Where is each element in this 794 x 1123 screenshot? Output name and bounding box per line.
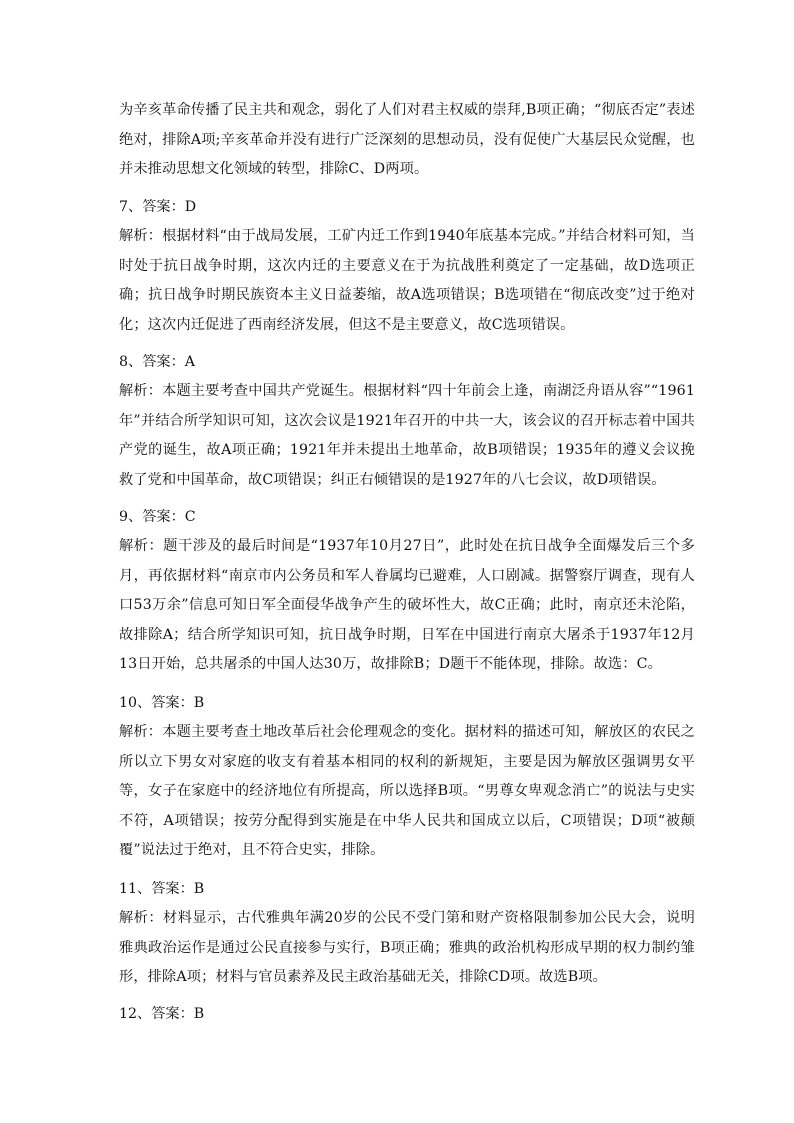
explanation-7: 解析：根据材料“由于战局发展，工矿内迁工作到1940年底基本完成。”并结合材料可知，当时处于抗日战争时期，这次内迁的主要意义在于为抗战胜利奠定了一定基础，故D选项正确；抗日战争时期民族资本主义日益萎缩，故A选项错误；B选项错在“彻底改变”过于绝对化；这次内迁促进了西南经济发展，但这不是主要意义，故C选项错误。 [119,228,695,333]
explanation-8: 解析：本题主要考查中国共产党诞生。根据材料“四十年前会上逢，南湖泛舟语从容”“1961年”并结合所学知识可知，这次会议是1921年召开的中共一大，该会议的召开标志着中国共产党的诞生，故A项正确；1921年并未提出土地革命，故B项错误；1935年的遵义会议挽救了党和中国革命，故C项错误；纠正右倾错误的是1927年的八七会议，故D项错误。 [119,383,695,488]
answer-7: 7、答案：D [119,199,197,215]
explanation-11: 解析：材料显示，古代雅典年满20岁的公民不受门第和财产资格限制参加公民大会，说明雅典政治运作是通过公民直接参与实行，B项正确；雅典的政治机构形成早期的权力制约雏形，排除A项；材料与官员素养及民主政治基础无关，排除CD项。故选B项。 [119,910,695,986]
answer-10: 10、答案：B [119,695,205,711]
answer-12: 12、答案：B [119,1006,205,1022]
answer-8: 8、答案：A [119,354,196,370]
answer-9: 9、答案：C [119,509,196,525]
explanation-6-continued: 为辛亥革命传播了民主共和观念，弱化了人们对君主权威的崇拜,B项正确；“彻底否定”表述绝对，排除A项;辛亥革命并没有进行广泛深刻的思想动员，没有促使广大基层民众觉醒，也并未推动思想文化领域的转型，排除C、D两项。 [119,102,695,178]
answer-11: 11、答案：B [119,881,205,897]
explanation-10: 解析：本题主要考查土地改革后社会伦理观念的变化。据材料的描述可知，解放区的农民之所以立下男女对家庭的收支有着基本相同的权利的新规矩，主要是因为解放区强调男女平等，女子在家庭中的经济地位有所提高，所以选择B项。“男尊女卑观念消亡”的说法与史实不符，A项错误；按劳分配得到实施是在中华人民共和国成立以后，C项错误；D项“被颠覆”说法过于绝对，且不符合史实，排除。 [119,724,695,859]
explanation-9: 解析：题干涉及的最后时间是“1937年10月27日”，此时处在抗日战争全面爆发后三个多月，再依据材料“南京市内公务员和军人眷属均已避难，人口剧减。据警察厅调查，现有人口53万余”信息可知日军全面侵华战争产生的破坏性大，故C正确；此时，南京还未沦陷，故排除A；结合所学知识可知，抗日战争时期，日军在中国进行南京大屠杀于1937年12月13日开始，总共屠杀的中国人达30万，故排除B；D题干不能体现，排除。故选：C。 [119,538,695,673]
